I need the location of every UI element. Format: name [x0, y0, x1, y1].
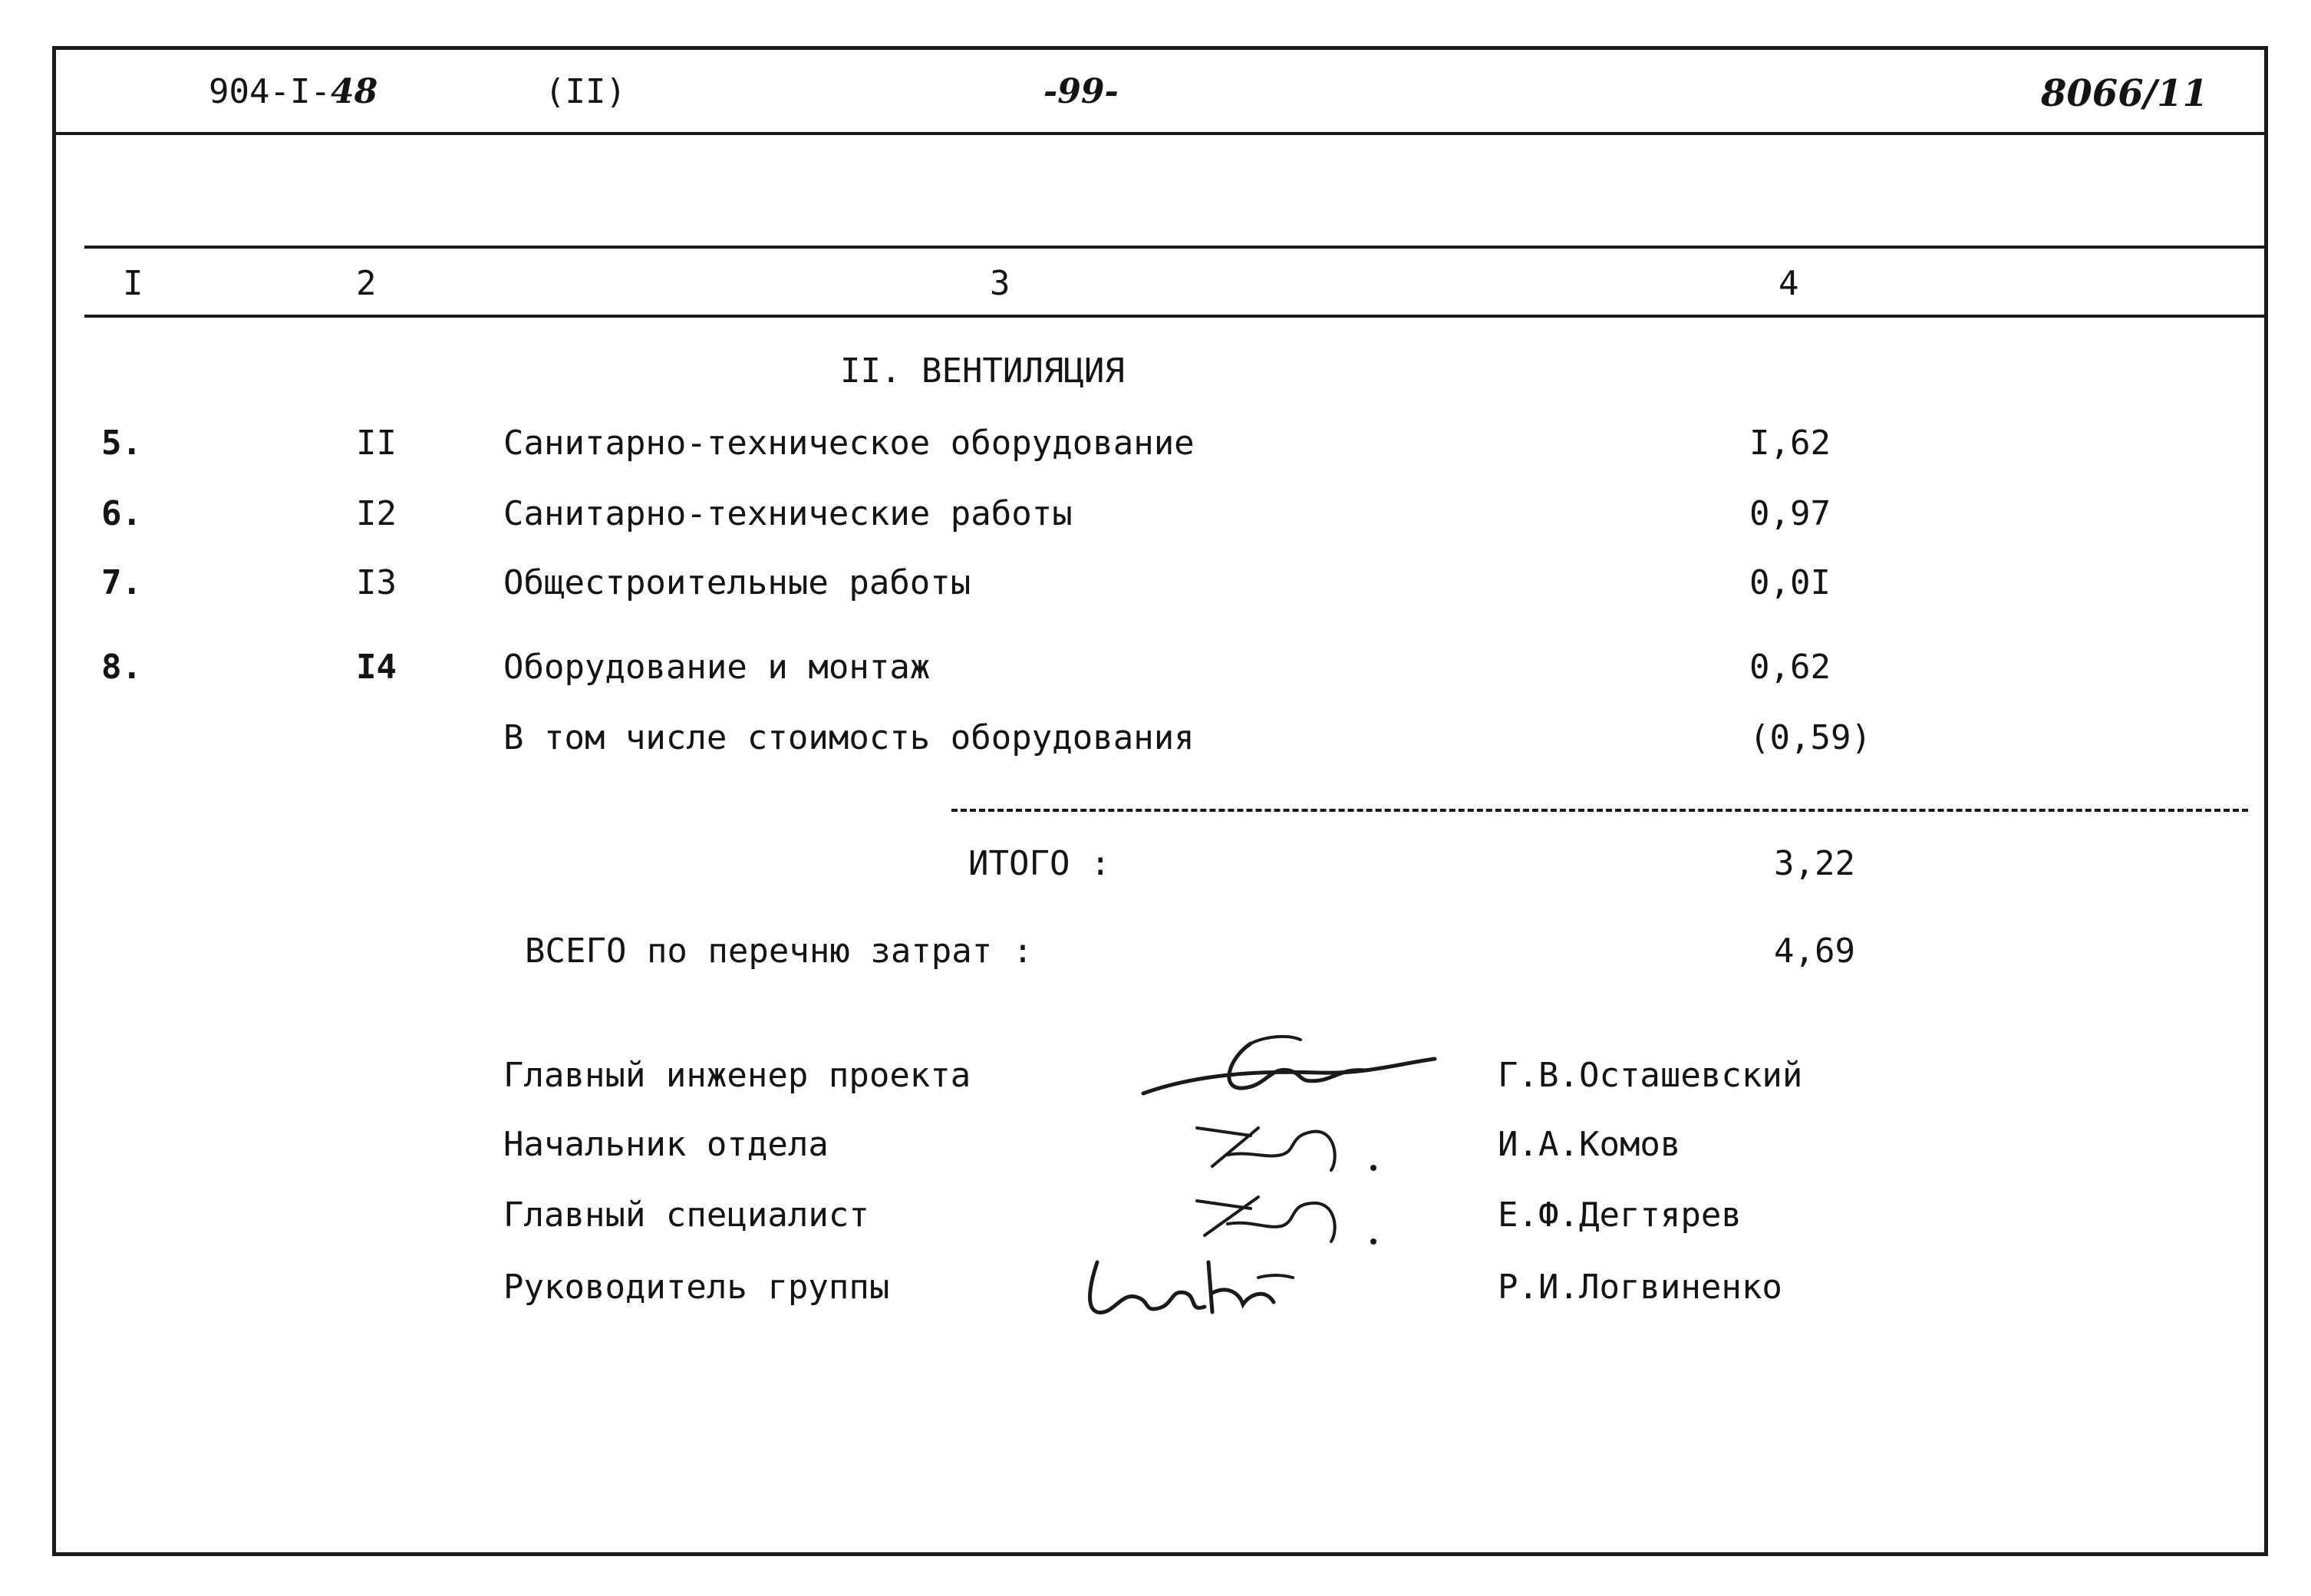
total-label: ВСЕГО по перечню затрат : [525, 932, 1034, 971]
row-name: Санитарно-технические работы [503, 494, 1073, 533]
signature-role: Руководитель группы [503, 1268, 890, 1307]
row-number: 6. [101, 494, 142, 533]
table-top-rule [84, 246, 2268, 249]
subtotal-value: 3,22 [1774, 844, 1855, 883]
signature-role: Главный специалист [503, 1195, 869, 1235]
row-name: Оборудование и монтаж [503, 648, 931, 687]
signature-name: Р.И.Логвиненко [1498, 1268, 1782, 1307]
row-number: 5. [101, 424, 142, 463]
row-name: Общестроительные работы [503, 563, 971, 602]
part-number: (II) [545, 72, 626, 111]
page-number: -99- [1043, 72, 1119, 111]
signature-name: Е.Ф.Дегтярев [1498, 1195, 1742, 1235]
row-value: 0,97 [1749, 494, 1831, 533]
row-value: 0,62 [1749, 648, 1831, 687]
total-value: 4,69 [1774, 932, 1855, 971]
signature-department-head [1182, 1113, 1396, 1189]
subtotal-label: ИТОГО : [968, 844, 1111, 883]
subtotal-dashed-rule [951, 809, 2248, 812]
header-divider [52, 132, 2268, 135]
row-code: II [356, 424, 397, 463]
row-number: 8. [101, 648, 142, 687]
row-value: 0,0I [1749, 563, 1831, 602]
signature-role: Начальник отдела [503, 1125, 829, 1164]
column-header-1: I [123, 264, 143, 303]
row-code: I2 [356, 494, 397, 533]
row-name: Санитарно-техническое оборудование [503, 424, 1195, 463]
column-header-2: 2 [356, 264, 377, 303]
signature-group-leader [1074, 1247, 1304, 1331]
table-header-rule [84, 315, 2268, 318]
sheet-reference: 8066/11 [2041, 72, 2208, 115]
signature-chief-engineer [1136, 1028, 1442, 1113]
column-header-4: 4 [1779, 264, 1799, 303]
document-code-handwritten: 48 [330, 72, 378, 111]
row-code: I3 [356, 563, 397, 602]
sub-row-name: В том числе стоимость оборудования [503, 718, 1195, 757]
signature-name: И.А.Комов [1498, 1125, 1681, 1164]
sub-row-value: (0,59) [1749, 718, 1871, 757]
row-code: I4 [356, 648, 397, 687]
signature-role: Главный инженер проекта [503, 1056, 971, 1095]
section-title: II. ВЕНТИЛЯЦИЯ [840, 351, 1125, 391]
row-number: 7. [101, 563, 142, 602]
row-value: I,62 [1749, 424, 1831, 463]
signature-name: Г.В.Осташевский [1498, 1056, 1803, 1095]
column-header-3: 3 [990, 264, 1010, 303]
document-code: 904-I-48 [209, 72, 378, 111]
